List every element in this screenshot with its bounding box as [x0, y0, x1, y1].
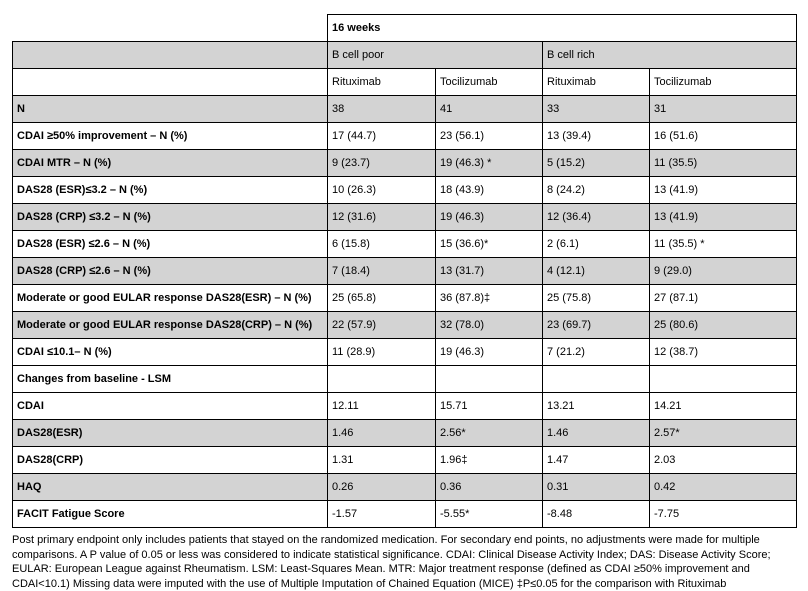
table-cell: 17 (44.7)	[328, 123, 436, 150]
table-row-facit	[13, 501, 797, 528]
table-cell: 33	[543, 96, 650, 123]
row-label: FACIT Fatigue Score	[13, 501, 328, 528]
table-cell: 41	[436, 96, 543, 123]
table-row-cdai-101	[13, 339, 797, 366]
table-cell: 15 (36.6)*	[436, 231, 543, 258]
table-cell: 36 (87.8)‡	[436, 285, 543, 312]
row-label: DAS28 (ESR) ≤2.6 – N (%)	[13, 231, 328, 258]
table-cell: 11 (35.5) *	[650, 231, 797, 258]
table-cell: 23 (69.7)	[543, 312, 650, 339]
table-cell: 0.36	[436, 474, 543, 501]
table-cell: -8.48	[543, 501, 650, 528]
group-header-bcell-poor: B cell poor	[328, 42, 543, 69]
table-row-das28-crp-26	[13, 258, 797, 285]
header-spacer-cell	[13, 42, 328, 69]
table-cell: 2 (6.1)	[543, 231, 650, 258]
table-cell: 19 (46.3) *	[436, 150, 543, 177]
drug-header-cell: Rituximab	[328, 69, 436, 96]
row-label: DAS28 (ESR)≤3.2 – N (%)	[13, 177, 328, 204]
table-cell: 12 (31.6)	[328, 204, 436, 231]
table-cell: 19 (46.3)	[436, 204, 543, 231]
table-cell: 12.11	[328, 393, 436, 420]
row-label: Moderate or good EULAR response DAS28(ESR) – N (%)	[13, 285, 328, 312]
table-row-das28-esr-26	[13, 231, 797, 258]
drug-header-cell: Tocilizumab	[650, 69, 797, 96]
table-row-eular-crp	[13, 312, 797, 339]
table-row-das28-esr-lsm	[13, 420, 797, 447]
table-cell: 27 (87.1)	[650, 285, 797, 312]
table-cell: 9 (29.0)	[650, 258, 797, 285]
row-label: CDAI MTR – N (%)	[13, 150, 328, 177]
table-cell: 31	[650, 96, 797, 123]
table-row-n	[13, 96, 797, 123]
drug-header-cell: Tocilizumab	[436, 69, 543, 96]
group-header-bcell-rich: B cell rich	[543, 42, 797, 69]
table-cell: 12 (38.7)	[650, 339, 797, 366]
row-label: CDAI ≥50% improvement – N (%)	[13, 123, 328, 150]
table-row-cdai-lsm	[13, 393, 797, 420]
table-cell: 6 (15.8)	[328, 231, 436, 258]
header-row-period	[13, 15, 797, 42]
table-cell: 4 (12.1)	[543, 258, 650, 285]
table-cell: 2.56*	[436, 420, 543, 447]
table-row-changes-section	[13, 366, 797, 393]
table-cell: 18 (43.9)	[436, 177, 543, 204]
table-cell: 1.47	[543, 447, 650, 474]
table-cell: 13.21	[543, 393, 650, 420]
table-cell: 0.42	[650, 474, 797, 501]
table-cell: 11 (28.9)	[328, 339, 436, 366]
row-label: HAQ	[13, 474, 328, 501]
table-row-haq	[13, 474, 797, 501]
table-cell: 1.96‡	[436, 447, 543, 474]
table-cell: 22 (57.9)	[328, 312, 436, 339]
table-cell: 13 (31.7)	[436, 258, 543, 285]
table-row-cdai50	[13, 123, 797, 150]
table-cell: 10 (26.3)	[328, 177, 436, 204]
table-cell: 25 (65.8)	[328, 285, 436, 312]
table-cell: 14.21	[650, 393, 797, 420]
footnote: Post primary endpoint only includes patients that stayed on the randomized medication. For secondary end points, no adjustments were made for multiple comparisons. A P value of 0.05 or less was considered to indicate statistical significance. CDAI: Clinical Disease Activity Index; DAS: Disease Activity Score; EULAR: European League against Rheumatism. LSM: Least-Squares Mean. MTR: Major treatment response (defined as CDAI ≥50% improvement and CDAI<10.1) Missing data were imputed with the use of Multiple Imputation of Chained Equation (MICE) ‡P≤0.05 for the comparison with Rituximab	[12, 534, 771, 590]
table-cell: 0.26	[328, 474, 436, 501]
table-cell	[650, 366, 797, 393]
table-cell: 2.57*	[650, 420, 797, 447]
table-cell	[543, 366, 650, 393]
section-label: Changes from baseline - LSM	[13, 366, 328, 393]
table-cell: 1.46	[328, 420, 436, 447]
table-cell: 25 (75.8)	[543, 285, 650, 312]
table-row-das28-crp-32	[13, 204, 797, 231]
table-cell: 25 (80.6)	[650, 312, 797, 339]
table-cell	[328, 366, 436, 393]
table-row-das28-esr-32	[13, 177, 797, 204]
table-cell: -5.55*	[436, 501, 543, 528]
row-label: N	[13, 96, 328, 123]
table-cell: 2.03	[650, 447, 797, 474]
table-cell: 7 (18.4)	[328, 258, 436, 285]
table-cell: 32 (78.0)	[436, 312, 543, 339]
table-row-cdai-mtr	[13, 150, 797, 177]
table-cell: 38	[328, 96, 436, 123]
table-cell: 1.31	[328, 447, 436, 474]
table-cell: 0.31	[543, 474, 650, 501]
table-cell: 15.71	[436, 393, 543, 420]
row-label: DAS28 (CRP) ≤3.2 – N (%)	[13, 204, 328, 231]
row-label: DAS28(ESR)	[13, 420, 328, 447]
drug-header-cell: Rituximab	[543, 69, 650, 96]
table-cell: 16 (51.6)	[650, 123, 797, 150]
table-cell: 13 (41.9)	[650, 204, 797, 231]
table-cell: -7.75	[650, 501, 797, 528]
row-label: DAS28(CRP)	[13, 447, 328, 474]
results-table	[12, 14, 797, 528]
table-row-das28-crp-lsm	[13, 447, 797, 474]
header-spacer-cell	[13, 69, 328, 96]
table-cell: 1.46	[543, 420, 650, 447]
row-label: CDAI	[13, 393, 328, 420]
table-cell: 7 (21.2)	[543, 339, 650, 366]
header-row-groups	[13, 42, 797, 69]
table-cell: 13 (41.9)	[650, 177, 797, 204]
header-row-drugs	[13, 69, 797, 96]
table-cell: 13 (39.4)	[543, 123, 650, 150]
table-row-eular-esr	[13, 285, 797, 312]
row-label: CDAI ≤10.1– N (%)	[13, 339, 328, 366]
row-label: DAS28 (CRP) ≤2.6 – N (%)	[13, 258, 328, 285]
table-cell	[436, 366, 543, 393]
table-cell: 9 (23.7)	[328, 150, 436, 177]
table-cell: 12 (36.4)	[543, 204, 650, 231]
corner-cell	[13, 15, 328, 42]
table-cell: 11 (35.5)	[650, 150, 797, 177]
table-cell: 5 (15.2)	[543, 150, 650, 177]
table-cell: 23 (56.1)	[436, 123, 543, 150]
row-label: Moderate or good EULAR response DAS28(CRP) – N (%)	[13, 312, 328, 339]
table-cell: 19 (46.3)	[436, 339, 543, 366]
table-cell: 8 (24.2)	[543, 177, 650, 204]
period-header-cell: 16 weeks	[328, 15, 797, 42]
table-cell: -1.57	[328, 501, 436, 528]
